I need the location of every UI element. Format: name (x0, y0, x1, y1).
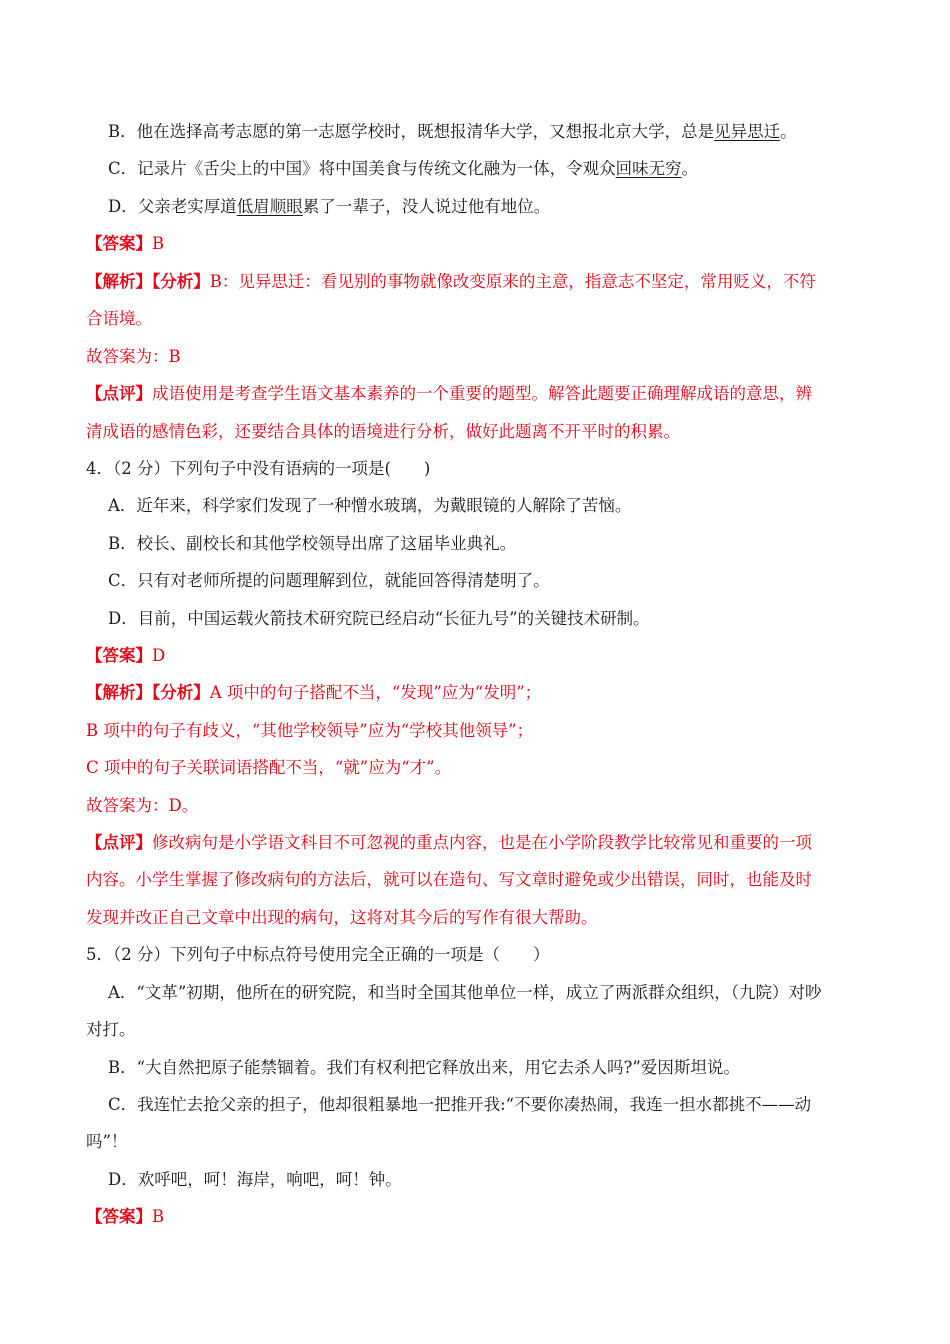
q4-analysis-tag: 【解析】【分析】 (86, 683, 210, 702)
q5-option-a: A．“文革”初期，他所在的研究院，和当时全国其他单位一样，成立了两派群众组织，（九院）对吵 (108, 983, 822, 1002)
q5-option-b: B．“大自然把原子能禁锢着。我们有权利把它释放出来，用它去杀人吗?”爱因斯坦说。 (108, 1058, 740, 1077)
q4-option-d: D．目前，中国运载火箭技术研究院已经启动“长征九号”的关键技术研制。 (108, 609, 650, 628)
q3-option-c (108, 157, 698, 181)
q3-analysis-line1: B：见异思迁：看见别的事物就像改变原来的主意，指意志不坚定，常用贬义，不符 (209, 272, 816, 291)
q3-comment-tag: 【点评】 (86, 384, 152, 403)
q4-answer (86, 644, 165, 668)
q4-option-a: A．近年来，科学家们发现了一种憎水玻璃，为戴眼镜的人解除了苦恼。 (108, 496, 632, 515)
q3-comment-line2: 清成语的感情色彩，还要结合具体的语境进行分析，做好此题离不开平时的积累。 (86, 422, 680, 441)
q3-option-c-end: 。 (681, 159, 699, 178)
q4-answer-value: D (152, 646, 166, 665)
q4-option-b: B．校长、副校长和其他学校领导出席了这届毕业典礼。 (108, 534, 517, 553)
q5-option-c-line2: 吗”！ (86, 1132, 128, 1151)
q3-option-d-text: D．父亲老实厚道 (108, 197, 237, 216)
q3-option-d-end: 累了一辈子，没人说过他有地位。 (302, 197, 551, 216)
q3-option-b-end: 。 (780, 122, 797, 141)
q4-analysis (86, 681, 541, 705)
q3-analysis (86, 270, 816, 294)
q5-stem: 5．（2 分）下列句子中标点符号使用完全正确的一项是（ ） (86, 945, 550, 964)
q3-option-b (108, 120, 797, 144)
q4-comment-tag: 【点评】 (86, 833, 152, 852)
q3-comment-line1: 成语使用是考查学生语文基本素养的一个重要的题型。解答此题要正确理解成语的意思，辨 (152, 384, 812, 403)
q4-comment-line3: 发现并改正自己文章中出现的病句，这将对其今后的写作有很大帮助。 (86, 908, 598, 927)
q3-analysis-tag: 【解析】【分析】 (86, 272, 210, 291)
q4-conclusion: 故答案为：D。 (86, 796, 199, 815)
q5-option-a-line2: 对打。 (86, 1020, 136, 1039)
q3-option-b-text: B．他在选择高考志愿的第一志愿学校时，既想报清华大学，又想报北京大学，总是 (108, 122, 715, 141)
q4-option-c: C．只有对老师所提的问题理解到位，就能回答得清楚明了。 (108, 571, 550, 590)
q3-comment (86, 382, 812, 406)
q4-stem: 4．（2 分）下列句子中没有语病的一项是( ) (86, 459, 431, 478)
q4-answer-tag: 【答案】 (86, 646, 152, 665)
q4-comment-line1: 修改病句是小学语文科目不可忽视的重点内容，也是在小学阶段教学比较常见和重要的一项 (152, 833, 812, 852)
q3-answer-tag: 【答案】 (86, 234, 152, 253)
q5-answer-tag: 【答案】 (86, 1207, 152, 1226)
q4-comment (86, 831, 812, 855)
q3-conclusion: 故答案为：B (86, 347, 181, 366)
q3-option-d (108, 195, 550, 219)
q5-answer-value: B (152, 1207, 165, 1226)
q3-option-c-text: C．记录片《舌尖上的中国》将中国美食与传统文化融为一体，令观众 (108, 159, 616, 178)
q3-option-d-idiom: 低眉顺眼 (236, 197, 303, 216)
q3-analysis-line2: 合语境。 (86, 309, 152, 328)
q5-option-c: C．我连忙去抢父亲的担子，他却很粗暴地一把推开我:“不要你凑热闹，我连一担水都挑不——动 (108, 1095, 812, 1114)
q3-answer-value: B (152, 234, 165, 253)
q4-analysis-line3: C 项中的句子关联词语搭配不当，“就”应为“才”。 (86, 758, 452, 777)
q4-analysis-line2: B 项中的句子有歧义，“其他学校领导”应为“学校其他领导”； (86, 721, 534, 740)
q3-answer (86, 232, 164, 256)
q3-option-b-idiom: 见异思迁 (714, 122, 781, 141)
q5-option-d: D．欢呼吧，呵！海岸，响吧，呵！钟。 (108, 1170, 402, 1189)
q4-comment-line2: 内容。小学生掌握了修改病句的方法后，就可以在造句、写文章时避免或少出错误，同时，也能及时 (86, 870, 812, 889)
q5-answer (86, 1205, 164, 1229)
q3-option-c-idiom: 回味无穷 (615, 159, 682, 178)
q4-analysis-line1: A 项中的句子搭配不当，“发现”应为“发明”； (209, 683, 542, 702)
